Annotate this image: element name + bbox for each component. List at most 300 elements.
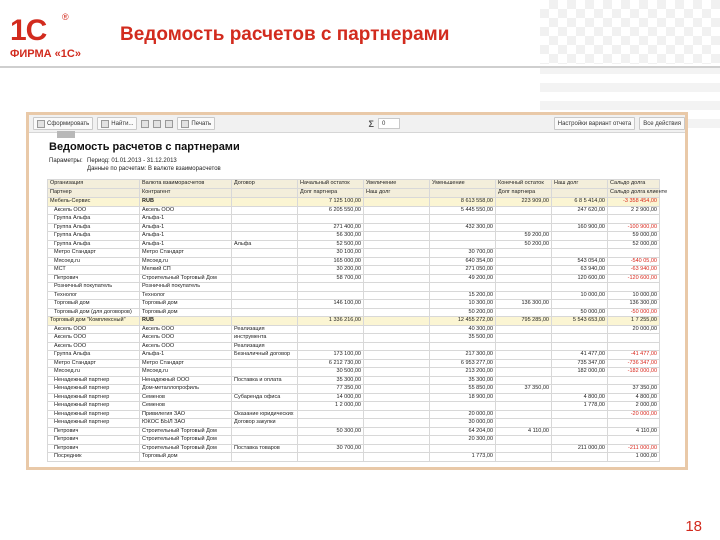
table-row[interactable] [48,198,660,207]
table-cell [232,249,298,258]
table-cell: 136 300,00 [608,300,660,309]
table-row[interactable] [48,342,660,351]
table-cell [232,453,298,462]
table-cell [552,334,608,343]
table-cell: 6 212 730,00 [298,359,364,368]
table-cell: Петрович [48,444,140,453]
table-cell: 1 7 255,00 [608,317,660,326]
table-cell [430,444,496,453]
table-row[interactable] [48,351,660,360]
settings-label: Настройки вариант отчета [557,120,632,127]
table-row[interactable] [48,266,660,275]
table-row[interactable] [48,436,660,445]
table-cell [496,291,552,300]
table-cell: МСТ [48,266,140,275]
table-cell: 217 300,00 [430,351,496,360]
table-cell [496,351,552,360]
find-button[interactable] [97,117,137,130]
table-row[interactable] [48,393,660,402]
table-cell: 4 110,00 [496,427,552,436]
table-cell: Ненадежный партнер [48,419,140,428]
table-cell: -100 900,00 [608,223,660,232]
report-body [29,133,685,462]
table-cell [232,385,298,394]
table-cell: Группа Альфа [48,232,140,241]
table-cell [364,274,430,283]
table-cell [298,419,364,428]
report-table [47,179,668,462]
table-cell [430,342,496,351]
column-header: Организация [48,180,140,189]
generate-label: Сформировать [47,120,90,127]
table-row[interactable] [48,206,660,215]
table-cell [364,257,430,266]
slide-title: Ведомость расчетов с партнерами [120,24,450,45]
table-cell: 4 800,00 [552,393,608,402]
table-cell: 120 600,00 [552,274,608,283]
table-cell: 59 000,00 [608,232,660,241]
table-cell: 14 000,00 [298,393,364,402]
table-row[interactable] [48,291,660,300]
table-cell [298,410,364,419]
table-cell: Альфа-1 [140,351,232,360]
table-cell [430,283,496,292]
table-cell [496,376,552,385]
table-row[interactable] [48,334,660,343]
table-cell: Аксель ООО [48,206,140,215]
table-cell [298,215,364,224]
table-cell [232,257,298,266]
column-subheader: Контрагент [140,189,232,198]
table-cell: Ненадежный партнер [48,376,140,385]
table-cell: Договор закупки [232,419,298,428]
table-row[interactable] [48,274,660,283]
table-cell: 64 204,00 [430,427,496,436]
table-row[interactable] [48,240,660,249]
table-cell [364,444,430,453]
table-cell [364,402,430,411]
table-row[interactable] [48,232,660,241]
table-cell: Строительный Торговый Дом [140,274,232,283]
table-cell [364,266,430,275]
table-cell: 4 110,00 [608,427,660,436]
column-header: Увеличение [364,180,430,189]
table-cell [232,427,298,436]
table-cell [364,198,430,207]
table-cell [298,453,364,462]
table-cell: 50 200,00 [430,308,496,317]
table-cell [364,206,430,215]
table-cell: Мясоед.ru [48,368,140,377]
table-cell: Строительный Торговый Дом [140,436,232,445]
print-icon [181,120,189,128]
table-cell [364,308,430,317]
table-cell [364,300,430,309]
table-cell [364,453,430,462]
table-cell [364,283,430,292]
table-cell [552,249,608,258]
table-cell: 77 350,00 [298,385,364,394]
params-label: Параметры: [49,158,83,164]
table-cell: Альфа-1 [140,223,232,232]
table-cell: Аксель ООО [48,325,140,334]
table-cell [496,249,552,258]
data-line: Данные по расчетам: В валюте взаиморасчетов [87,166,221,172]
table-header-row [48,180,660,189]
save-icon[interactable] [141,120,149,128]
table-cell [298,283,364,292]
table-cell: 35 500,00 [430,334,496,343]
table-row[interactable] [48,385,660,394]
table-cell: RUB [140,198,232,207]
table-cell [608,342,660,351]
table-cell: Ненадежный партнер [48,410,140,419]
table-cell: Аксель ООО [48,342,140,351]
sum-icon: Σ [368,118,374,129]
table-cell [608,334,660,343]
table-cell: 12 455 272,00 [430,317,496,326]
table-cell: Поставка товаров [232,444,298,453]
table-cell: -63 940,00 [608,266,660,275]
column-header: Договор [232,180,298,189]
table-cell: 6 8 5 414,00 [552,198,608,207]
table-cell [232,359,298,368]
table-cell [364,291,430,300]
table-cell: 2 000,00 [608,402,660,411]
table-cell: Торговый дом (для договоров) [48,308,140,317]
table-cell [552,342,608,351]
settings-icon[interactable] [165,120,173,128]
table-cell [364,223,430,232]
column-header: Наш долг [552,180,608,189]
table-cell: 49 200,00 [430,274,496,283]
table-cell [552,385,608,394]
table-cell: Торговый дом "Комплексный" [48,317,140,326]
table-cell: 5 543 653,00 [552,317,608,326]
table-cell: 52 500,00 [298,240,364,249]
table-cell: 37 350,00 [496,385,552,394]
table-cell: Ненадежный партнер [48,385,140,394]
table-row[interactable] [48,257,660,266]
column-subheader: Сальдо долга клиенте [608,189,660,198]
table-cell: 6 205 550,00 [298,206,364,215]
table-cell: Торговый дом [140,308,232,317]
table-cell [496,257,552,266]
table-cell: 271 050,00 [430,266,496,275]
table-cell: 146 100,00 [298,300,364,309]
table-cell: Торговый дом [140,453,232,462]
table-cell: Альфа-1 [140,232,232,241]
table-cell: 223 909,00 [496,198,552,207]
table-row[interactable] [48,223,660,232]
table-cell: 1 2 000,00 [298,402,364,411]
table-cell [496,223,552,232]
table-cell: 247 620,00 [552,206,608,215]
table-cell [364,351,430,360]
column-header: Валюта взаиморасчетов [140,180,232,189]
table-cell: Розничный покупатель [140,283,232,292]
table-row[interactable] [48,419,660,428]
table-row[interactable] [48,308,660,317]
table-cell: Метро Стандарт [48,359,140,368]
table-cell: 40 300,00 [430,325,496,334]
column-subheader [232,189,298,198]
table-cell [430,232,496,241]
table-cell [364,334,430,343]
table-cell: Реализация [232,325,298,334]
table-cell: 8 613 558,00 [430,198,496,207]
table-cell [232,232,298,241]
table-cell: Розничный покупатель [48,283,140,292]
table-cell: 173 100,00 [298,351,364,360]
report-params [49,157,681,173]
company-logo [10,14,80,62]
table-cell: Петрович [48,436,140,445]
table-cell [232,283,298,292]
table-cell: 2 2 900,00 [608,206,660,215]
table-cell: 20 300,00 [430,436,496,445]
table-cell: Аксель ООО [140,342,232,351]
table-row[interactable] [48,402,660,411]
table-cell [496,410,552,419]
table-cell: 6 953 277,00 [430,359,496,368]
table-cell: 41 477,00 [552,351,608,360]
table-cell [552,215,608,224]
table-cell: Ненадежный ООО [140,376,232,385]
table-cell [496,342,552,351]
table-cell: Ненадежный партнер [48,402,140,411]
table-cell: 182 000,00 [552,368,608,377]
table-cell [496,419,552,428]
table-row[interactable] [48,249,660,258]
table-cell: Семенов [140,402,232,411]
sum-field[interactable]: 0 [378,118,400,129]
column-header: Конечный остаток [496,180,552,189]
table-cell [232,368,298,377]
table-cell [608,249,660,258]
table-cell: 543 054,00 [552,257,608,266]
table-cell: 7 125 100,00 [298,198,364,207]
table-cell: 10 000,00 [552,291,608,300]
table-cell: Метро Стандарт [140,359,232,368]
column-subheader: Партнер [48,189,140,198]
table-cell [298,334,364,343]
table-cell: Привилегия ЗАО [140,410,232,419]
table-row[interactable] [48,283,660,292]
table-cell: 63 940,00 [552,266,608,275]
table-cell [496,444,552,453]
table-subheader-row [48,189,660,198]
table-cell: 30 100,00 [298,249,364,258]
table-cell: Технолог [140,291,232,300]
find-label: Найти... [111,120,134,127]
table-cell: 160 900,00 [552,223,608,232]
table-cell [552,283,608,292]
table-cell: Группа Альфа [48,215,140,224]
period-line: Период: 01.01.2013 - 31.12.2013 [87,158,177,164]
table-cell: Метро Стандарт [48,249,140,258]
table-cell: -50 000,00 [608,308,660,317]
table-cell [430,215,496,224]
logo-subtitle: ФИРМА «1С» [10,48,81,60]
table-cell [364,342,430,351]
table-cell [364,359,430,368]
table-cell: 56 300,00 [298,232,364,241]
copy-icon[interactable] [153,120,161,128]
table-cell: ЮКОС БЫЛ ЗАО [140,419,232,428]
table-cell [430,402,496,411]
table-cell [608,376,660,385]
table-cell [552,240,608,249]
column-header: Уменьшение [430,180,496,189]
table-cell: Аксель ООО [140,334,232,343]
table-cell [364,325,430,334]
table-row[interactable] [48,359,660,368]
table-cell [232,266,298,275]
table-cell [552,453,608,462]
table-cell: 136 300,00 [496,300,552,309]
table-cell: -41 477,00 [608,351,660,360]
table-cell: 1 778,00 [552,402,608,411]
logo-registered-mark: ® [62,12,69,22]
table-cell [364,249,430,258]
table-cell: Торговый дом [48,300,140,309]
table-cell: -3 358 454,00 [608,198,660,207]
table-cell: 20 000,00 [430,410,496,419]
table-row[interactable] [48,376,660,385]
column-subheader: Долг партнера [298,189,364,198]
table-cell [608,436,660,445]
table-cell [232,402,298,411]
table-cell: 30 700,00 [298,444,364,453]
table-cell: Альфа-1 [140,240,232,249]
table-cell: Строительный Торговый Дом [140,427,232,436]
table-cell: Ненадежный партнер [48,393,140,402]
table-cell [608,283,660,292]
table-cell: Аксель ООО [48,334,140,343]
search-icon [101,120,109,128]
generate-button[interactable] [33,117,93,130]
table-cell: -20 000,00 [608,410,660,419]
table-cell [496,283,552,292]
table-row[interactable] [48,317,660,326]
table-cell [552,300,608,309]
table-cell [364,317,430,326]
table-cell: 432 300,00 [430,223,496,232]
table-cell: Петрович [48,274,140,283]
table-cell [364,419,430,428]
table-row[interactable] [48,325,660,334]
table-row[interactable] [48,410,660,419]
table-cell [298,436,364,445]
column-header: Начальный остаток [298,180,364,189]
table-cell [364,393,430,402]
table-cell: -211 000,00 [608,444,660,453]
column-header: Сальдо долга [608,180,660,189]
table-cell: Поставка и оплата [232,376,298,385]
table-cell [608,215,660,224]
table-cell: Безналичный договор [232,351,298,360]
table-row[interactable] [48,368,660,377]
table-cell [496,206,552,215]
table-cell: Субаренда офиса [232,393,298,402]
table-cell [364,385,430,394]
header-divider [0,66,720,68]
table-cell: инструмента [232,334,298,343]
decorative-checker-pattern [540,0,720,64]
table-cell [232,215,298,224]
table-cell [552,376,608,385]
table-cell: 35 300,00 [298,376,364,385]
table-cell [496,368,552,377]
table-cell: 1 336 216,00 [298,317,364,326]
logo-mark: 1С [10,14,47,47]
report-title: Ведомость расчетов с партнерами [49,141,240,153]
table-cell: 15 200,00 [430,291,496,300]
table-cell: 213 200,00 [430,368,496,377]
table-cell: 10 300,00 [430,300,496,309]
table-row[interactable] [48,215,660,224]
column-subheader [430,189,496,198]
table-row[interactable] [48,453,660,462]
more-actions-button[interactable] [639,117,685,130]
table-cell: 1 773,00 [430,453,496,462]
table-cell [496,308,552,317]
table-cell: Торговый дом [140,300,232,309]
report-marker [57,131,75,138]
page-number: 18 [685,518,702,535]
table-cell [298,291,364,300]
table-cell [496,436,552,445]
table-cell [496,266,552,275]
table-cell: 35 300,00 [430,376,496,385]
table-row[interactable] [48,444,660,453]
table-cell: Семенов [140,393,232,402]
table-cell [552,410,608,419]
table-cell: 50 300,00 [298,427,364,436]
table-cell: Аксель ООО [140,325,232,334]
table-cell: 50 000,00 [552,308,608,317]
table-cell [496,325,552,334]
table-cell: RUB [140,317,232,326]
table-cell: 30 700,00 [430,249,496,258]
table-cell: 1 000,00 [608,453,660,462]
table-cell [552,419,608,428]
table-cell [232,291,298,300]
table-cell [496,334,552,343]
table-row[interactable] [48,427,660,436]
table-cell: Мелкий СП [140,266,232,275]
table-cell: 30 500,00 [298,368,364,377]
table-cell [496,274,552,283]
print-button[interactable] [177,117,215,130]
table-cell [232,206,298,215]
table-cell [552,232,608,241]
table-cell: Технолог [48,291,140,300]
table-row[interactable] [48,300,660,309]
settings-button[interactable] [554,117,636,130]
table-cell: Группа Альфа [48,240,140,249]
run-report-icon [37,120,45,128]
table-cell: -182 000,00 [608,368,660,377]
table-cell: -540 05,00 [608,257,660,266]
table-cell: 5 445 550,00 [430,206,496,215]
table-cell [232,436,298,445]
table-cell: 640 354,00 [430,257,496,266]
table-cell [496,453,552,462]
table-cell [430,240,496,249]
table-cell: 271 400,00 [298,223,364,232]
